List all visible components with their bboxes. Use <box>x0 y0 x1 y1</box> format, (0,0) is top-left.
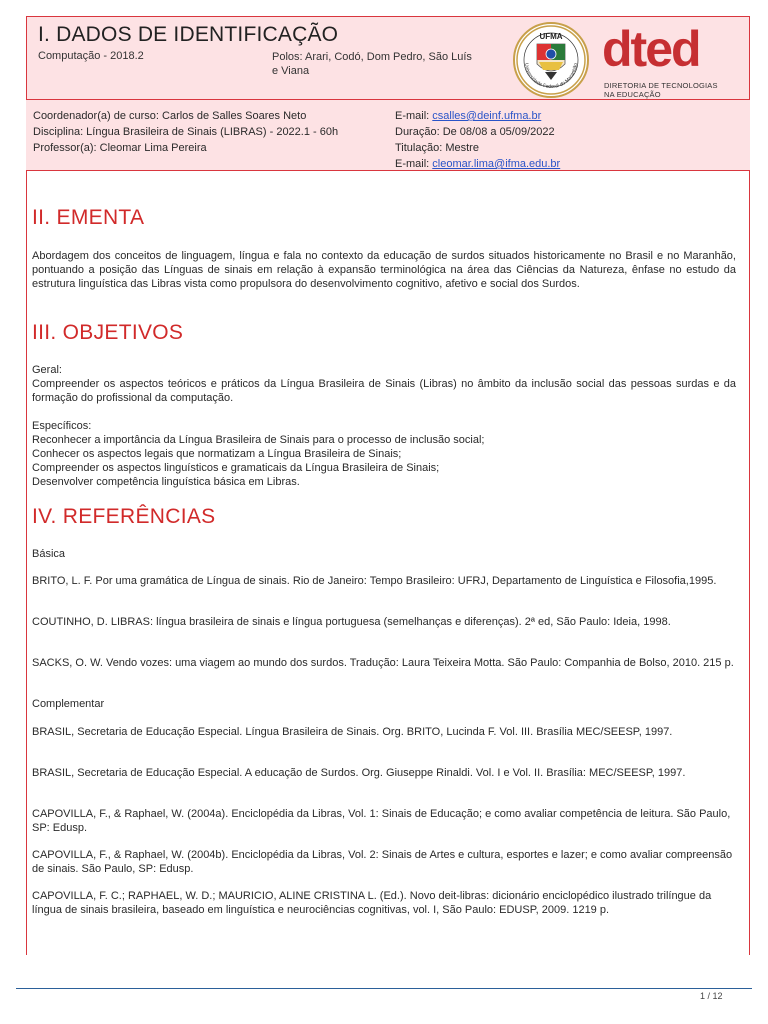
course-info-left <box>33 108 338 156</box>
course-info-block <box>26 100 750 170</box>
coordinator-email-link[interactable]: csalles@deinf.ufma.br <box>432 110 542 122</box>
reference-item: COUTINHO, D. LIBRAS: língua brasileira de sinais e língua portuguesa (semelhanças e diferenças). 2ª ed, São Paulo: Ideia, 1998. <box>32 616 671 628</box>
footer-divider <box>16 988 752 989</box>
dted-subtitle-line-2: NA EDUCAÇÃO <box>604 90 661 99</box>
referencias-complementary-label: Complementar <box>32 698 105 710</box>
referencias-heading: IV. REFERÊNCIAS <box>32 505 216 528</box>
ementa-heading: II. EMENTA <box>32 206 145 229</box>
titulation-line: Titulação: Mestre <box>395 142 479 154</box>
coordinator-email-line <box>395 108 560 124</box>
reference-item: SACKS, O. W. Vendo vozes: uma viagem ao mundo dos surdos. Tradução: Laura Teixeira Motta. São Paulo: Companhia de Bolso, 2010. 215 p. <box>32 657 734 669</box>
reference-item: CAPOVILLA, F., & Raphael, W. (2004b). Enciclopédia da Libras, Vol. 2: Sinais de Artes e cultura, esportes e lazer; e como avaliar compreensão de sinais. São Paulo, SP: Edusp. <box>32 849 733 875</box>
professor-email-link[interactable]: cleomar.lima@ifma.edu.br <box>432 158 561 170</box>
discipline-line: Disciplina: Língua Brasileira de Sinais (LIBRAS) - 2022.1 - 60h <box>33 126 339 138</box>
ufma-seal-logo <box>513 22 589 98</box>
section-title-identification: I. DADOS DE IDENTIFICAÇÃO <box>38 23 339 46</box>
objetivos-specific-label: Específicos: <box>32 420 92 432</box>
seal-ring-text: Universidade Federal do Maranhão <box>522 62 579 91</box>
list-item: Compreender os aspectos linguísticos e gramaticais da Língua Brasileira de Sinais; <box>32 462 440 474</box>
email-label: E-mail: <box>395 110 433 122</box>
list-item: Reconhecer a importância da Língua Brasileira de Sinais para o processo de inclusão social; <box>32 434 485 446</box>
objetivos-specific-list <box>32 433 736 489</box>
ementa-text: Abordagem dos conceitos de linguagem, língua e fala no contexto da educação de surdos situados historicamente no Brasil e no Maranhão, pontuando a posição das Línguas de sinais em relação à expansão terminológica na área das Ciências da Natureza, ênfase no estudo da estrutura linguística das Libras vista como propulsora do desenvolvimento cognitivo, afetivo e social dos Surdos. <box>32 250 736 290</box>
list-item: Desenvolver competência linguística básica em Libras. <box>32 476 300 488</box>
dted-logo: dted <box>602 21 700 77</box>
ufma-seal-graphic <box>515 24 587 96</box>
identification-header <box>26 16 750 100</box>
dted-subtitle-line-1: DIRETORIA DE TECNOLOGIAS <box>604 81 718 90</box>
email-label-2: E-mail: <box>395 158 433 170</box>
dted-logo-subtitle <box>604 81 718 99</box>
seal-ufma-text: UFMA <box>539 32 563 41</box>
objetivos-general-text: Compreender os aspectos teóricos e práticos da Língua Brasileira de Sinais (Libras) no âmbito da inclusão social das pessoas surdas e da formação do profissional da computação. <box>32 378 736 404</box>
reference-item: CAPOVILLA, F. C.; RAPHAEL, W. D.; MAURICIO, ALINE CRISTINA L. (Ed.). Novo deit-libras: dicionário enciclopédico ilustrado trilíngue da língua de sinais brasileira, baseado em linguística e neurociências cognitivas, vol. I, São Paulo: EDUSP, 2009. 1219 p. <box>32 890 712 916</box>
reference-item: CAPOVILLA, F., & Raphael, W. (2004a). Enciclopédia da Libras, Vol. 1: Sinais de Educação; e como avaliar competência de leitura. São Paulo, SP: Edusp. <box>32 808 731 834</box>
objetivos-heading: III. OBJETIVOS <box>32 321 184 344</box>
reference-item: BRASIL, Secretaria de Educação Especial. Língua Brasileira de Sinais. Org. BRITO, Lucinda F. Vol. III. Brasília MEC/SEESP, 1997. <box>32 726 673 738</box>
course-label: Computação - 2018.2 <box>38 50 144 62</box>
course-info-right <box>395 108 560 172</box>
professor-line: Professor(a): Cleomar Lima Pereira <box>33 142 207 154</box>
polos-label: Polos: Arari, Codó, Dom Pedro, São Luís e Viana <box>272 51 472 77</box>
duration-line: Duração: De 08/08 a 05/09/2022 <box>395 126 555 138</box>
referencias-basic-label: Básica <box>32 548 66 560</box>
objetivos-general-label: Geral: <box>32 364 62 376</box>
reference-item: BRASIL, Secretaria de Educação Especial. A educação de Surdos. Org. Giuseppe Rinaldi. Vol. I e Vol. II. Brasília: MEC/SEESP, 1997. <box>32 767 686 779</box>
list-item: Conhecer os aspectos legais que normatizam a Língua Brasileira de Sinais; <box>32 448 402 460</box>
page-indicator: 1 / 12 <box>700 991 723 1001</box>
reference-item: BRITO, L. F. Por uma gramática de Língua de sinais. Rio de Janeiro: Tempo Brasileiro: UFRJ, Departamento de Linguística e Filosofia,1995. <box>32 575 717 587</box>
coordinator-line: Coordenador(a) de curso: Carlos de Salles Soares Neto <box>33 110 307 122</box>
